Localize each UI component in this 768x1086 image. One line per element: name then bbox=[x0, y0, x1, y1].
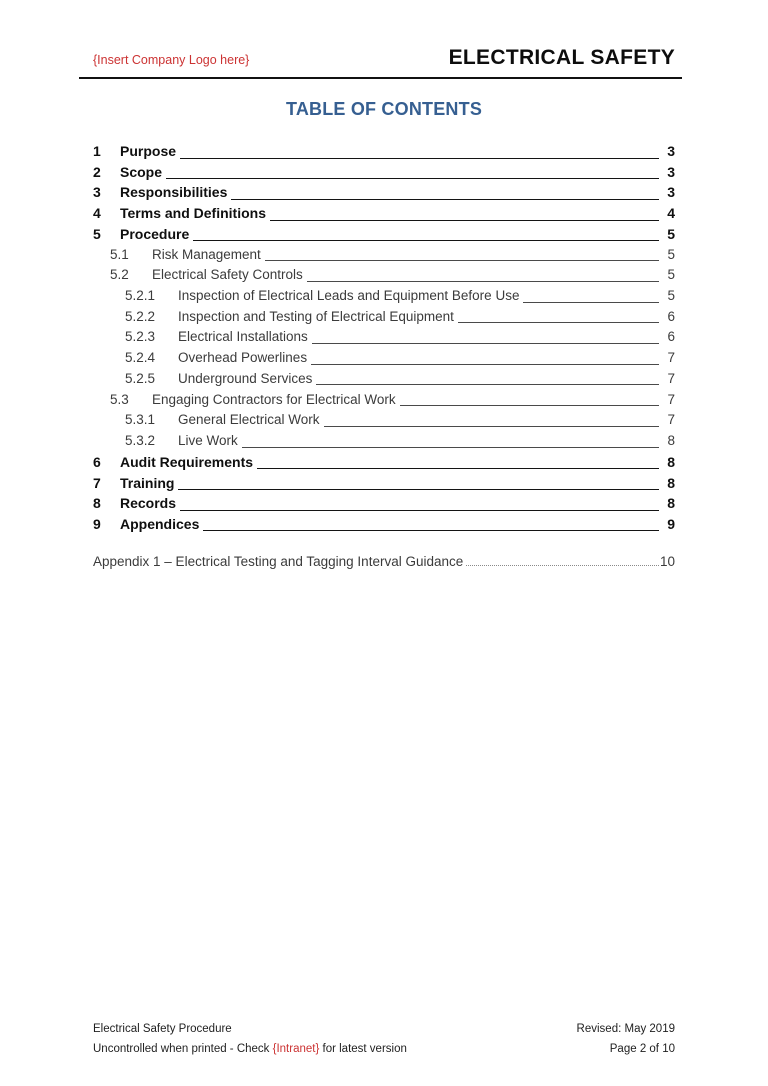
toc-entry[interactable] bbox=[93, 473, 675, 494]
toc-leader-line bbox=[242, 447, 659, 448]
toc-entry[interactable] bbox=[93, 203, 675, 224]
toc-entry-label: Responsibilities bbox=[120, 184, 228, 201]
toc-appendix-page: 10 bbox=[659, 553, 675, 569]
toc-entry-label: Scope bbox=[120, 163, 163, 180]
company-logo-placeholder: {Insert Company Logo here} bbox=[93, 53, 250, 67]
toc-entry[interactable] bbox=[93, 141, 675, 162]
footer-right bbox=[577, 1020, 675, 1059]
toc-appendix-entry[interactable] bbox=[93, 551, 675, 572]
toc-entry-page: 8 bbox=[667, 453, 675, 470]
toc-entry-page: 5 bbox=[667, 267, 675, 283]
toc-entry-number: 1 bbox=[93, 143, 101, 159]
toc-entry-label: Electrical Installations bbox=[178, 329, 308, 345]
toc-entry-label: Electrical Safety Controls bbox=[152, 267, 303, 283]
toc-leader-line bbox=[316, 384, 659, 385]
toc-entry-page: 3 bbox=[667, 163, 675, 180]
footer-uncontrolled-suffix: for latest version bbox=[319, 1042, 407, 1055]
toc-leader-line bbox=[312, 343, 659, 344]
toc-entry-number: 5.2.3 bbox=[125, 329, 156, 345]
page-header bbox=[93, 44, 675, 70]
toc-entry-label: Engaging Contractors for Electrical Work bbox=[152, 391, 396, 407]
toc-entry[interactable] bbox=[93, 390, 675, 411]
toc-entry[interactable] bbox=[93, 431, 675, 452]
toc-entry-number: 5.2.4 bbox=[125, 350, 156, 366]
toc-leader-line bbox=[311, 364, 659, 365]
toc-entry-number: 7 bbox=[93, 474, 101, 491]
toc-entry-page: 7 bbox=[667, 350, 675, 366]
toc-entry[interactable] bbox=[93, 224, 675, 245]
toc-entry-page: 7 bbox=[667, 370, 675, 386]
toc-entry-label: Procedure bbox=[120, 225, 190, 242]
toc-entry[interactable] bbox=[93, 493, 675, 514]
toc-entry-number: 5.3.1 bbox=[125, 412, 156, 428]
toc-entry-label: General Electrical Work bbox=[178, 412, 320, 428]
toc-leader-line bbox=[178, 489, 659, 490]
toc-leader-line bbox=[523, 302, 659, 303]
toc-entry[interactable] bbox=[93, 369, 675, 390]
toc-appendix-label: Appendix 1 – Electrical Testing and Tagging Interval Guidance bbox=[93, 553, 464, 569]
toc-entry-number: 5.2.5 bbox=[125, 370, 156, 386]
toc-entry-page: 9 bbox=[667, 515, 675, 532]
toc-entry-page: 7 bbox=[667, 391, 675, 407]
toc-entry-label: Terms and Definitions bbox=[120, 205, 266, 222]
footer-uncontrolled-prefix: Uncontrolled when printed - Check bbox=[93, 1042, 273, 1055]
toc-entry-label: Live Work bbox=[178, 433, 238, 449]
toc-entry-label: Audit Requirements bbox=[120, 453, 254, 470]
toc-entry[interactable] bbox=[93, 265, 675, 286]
toc-entry-label: Underground Services bbox=[178, 370, 313, 386]
toc-leader-line bbox=[265, 260, 659, 261]
toc-entry[interactable] bbox=[93, 410, 675, 431]
document-title: ELECTRICAL SAFETY bbox=[448, 46, 675, 69]
toc-entry[interactable] bbox=[93, 182, 675, 203]
toc-entry-page: 5 bbox=[667, 246, 675, 262]
toc-list bbox=[93, 141, 675, 572]
toc-entry-label: Overhead Powerlines bbox=[178, 350, 308, 366]
toc-entry-label: Records bbox=[120, 495, 177, 512]
toc-entry-label: Inspection of Electrical Leads and Equipment Before Use bbox=[178, 288, 520, 304]
toc-entry-number: 9 bbox=[93, 515, 101, 532]
toc-entry-label: Training bbox=[120, 474, 175, 491]
footer-page-number: Page 2 of 10 bbox=[609, 1042, 675, 1055]
toc-leader-line bbox=[458, 322, 659, 323]
toc-entry-label: Appendices bbox=[120, 515, 200, 532]
toc-entry[interactable] bbox=[93, 307, 675, 328]
footer-uncontrolled-notice bbox=[93, 1040, 407, 1060]
footer-revised-date: Revised: May 2019 bbox=[576, 1023, 675, 1035]
toc-dot-leader-line bbox=[466, 565, 659, 566]
toc-leader-line bbox=[193, 240, 659, 241]
toc-entry-number: 8 bbox=[93, 495, 101, 512]
toc-entry-number: 5.3.2 bbox=[125, 433, 156, 449]
toc-leader-line bbox=[180, 158, 659, 159]
toc-leader-line bbox=[180, 510, 659, 511]
toc-entry-number: 6 bbox=[93, 453, 101, 470]
page-footer bbox=[93, 1020, 675, 1059]
toc-leader-line bbox=[203, 530, 659, 531]
header-divider-line bbox=[79, 77, 682, 79]
toc-leader-line bbox=[324, 426, 659, 427]
toc-entry-page: 4 bbox=[667, 205, 675, 222]
toc-entry-number: 4 bbox=[93, 205, 101, 222]
toc-entry-number: 3 bbox=[93, 184, 101, 201]
toc-entry-page: 8 bbox=[667, 433, 675, 449]
toc-entry[interactable] bbox=[93, 348, 675, 369]
toc-entry-page: 3 bbox=[667, 184, 675, 201]
toc-heading: TABLE OF CONTENTS bbox=[285, 99, 483, 119]
toc-entry[interactable] bbox=[93, 245, 675, 266]
toc-entry-number: 5.1 bbox=[110, 246, 129, 262]
toc-entry-page: 6 bbox=[667, 308, 675, 324]
toc-entry[interactable] bbox=[93, 327, 675, 348]
footer-intranet-placeholder: {Intranet} bbox=[272, 1042, 320, 1055]
toc-leader-line bbox=[270, 220, 659, 221]
toc-entry-page: 5 bbox=[667, 225, 675, 242]
toc-entry[interactable] bbox=[93, 162, 675, 183]
toc-leader-line bbox=[231, 199, 659, 200]
toc-entry-page: 5 bbox=[667, 288, 675, 304]
toc-entry-page: 3 bbox=[667, 143, 675, 159]
toc-entry-page: 8 bbox=[667, 495, 675, 512]
toc-entry[interactable] bbox=[93, 286, 675, 307]
footer-doc-name: Electrical Safety Procedure bbox=[93, 1023, 232, 1035]
toc-leader-line bbox=[166, 178, 659, 179]
toc-leader-line bbox=[400, 405, 659, 406]
toc-entry-number: 5.2.2 bbox=[125, 308, 156, 324]
toc-entry[interactable] bbox=[93, 452, 675, 473]
toc-entry-number: 5.3 bbox=[110, 391, 129, 407]
toc-entry-label: Inspection and Testing of Electrical Equipment bbox=[178, 308, 454, 324]
toc-leader-line bbox=[307, 281, 659, 282]
toc-entry-number: 2 bbox=[93, 163, 101, 180]
toc-entry-number: 5.2 bbox=[110, 267, 129, 283]
toc-entry-number: 5.2.1 bbox=[125, 288, 156, 304]
toc-entry-label: Purpose bbox=[120, 143, 177, 159]
toc-entry-page: 8 bbox=[667, 474, 675, 491]
footer-left bbox=[93, 1020, 407, 1059]
toc-entry-page: 6 bbox=[667, 329, 675, 345]
toc-entry-number: 5 bbox=[93, 225, 101, 242]
toc-leader-line bbox=[257, 468, 659, 469]
toc-entry-page: 7 bbox=[667, 412, 675, 428]
toc-entry[interactable] bbox=[93, 514, 675, 535]
toc-entry-label: Risk Management bbox=[152, 246, 261, 262]
